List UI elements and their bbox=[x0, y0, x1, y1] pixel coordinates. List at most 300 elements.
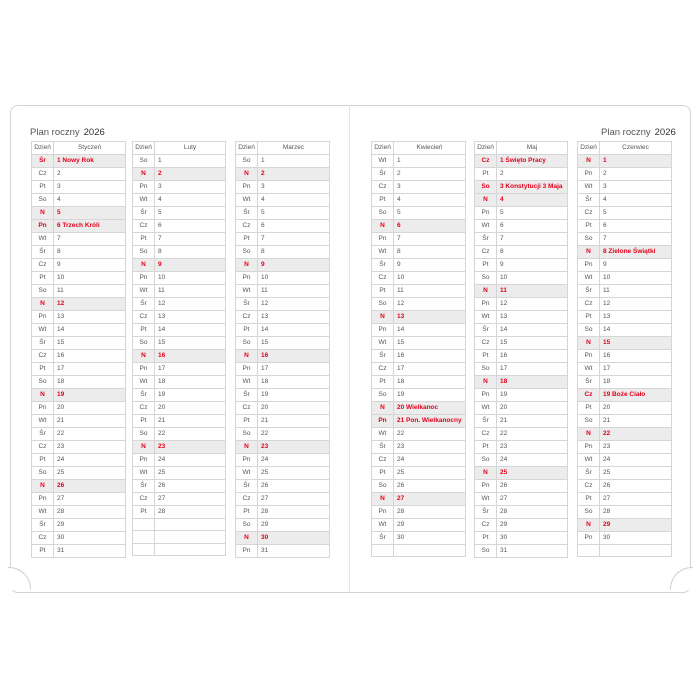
date-cell[interactable]: 5 bbox=[54, 207, 126, 220]
date-cell[interactable]: 6 bbox=[394, 220, 466, 233]
day-row[interactable] bbox=[133, 441, 226, 454]
date-cell[interactable]: 12 bbox=[600, 298, 672, 311]
date-cell[interactable]: 21 bbox=[155, 415, 226, 428]
day-row[interactable] bbox=[32, 506, 126, 519]
date-cell[interactable]: 1 bbox=[155, 155, 226, 168]
day-row[interactable] bbox=[372, 493, 466, 506]
day-row[interactable] bbox=[475, 454, 568, 467]
date-cell[interactable]: 5 bbox=[155, 207, 226, 220]
date-cell[interactable]: 13 bbox=[54, 311, 126, 324]
day-row[interactable] bbox=[133, 350, 226, 363]
day-row[interactable] bbox=[475, 324, 568, 337]
date-cell[interactable]: 27 bbox=[258, 493, 330, 506]
day-row[interactable] bbox=[578, 220, 672, 233]
date-cell[interactable]: 8 bbox=[155, 246, 226, 259]
date-cell[interactable]: 23 bbox=[54, 441, 126, 454]
date-cell[interactable]: 14 bbox=[600, 324, 672, 337]
date-cell[interactable]: 18 bbox=[155, 376, 226, 389]
date-cell[interactable]: 11 bbox=[600, 285, 672, 298]
day-row[interactable] bbox=[475, 233, 568, 246]
day-row[interactable] bbox=[578, 350, 672, 363]
day-row[interactable] bbox=[578, 402, 672, 415]
day-row[interactable] bbox=[578, 246, 672, 259]
day-row[interactable] bbox=[133, 233, 226, 246]
date-cell[interactable]: 3 bbox=[600, 181, 672, 194]
date-cell[interactable] bbox=[155, 519, 226, 531]
date-cell[interactable]: 6 bbox=[258, 220, 330, 233]
date-cell[interactable]: 24 bbox=[54, 454, 126, 467]
date-cell[interactable]: 2 bbox=[497, 168, 568, 181]
date-cell[interactable]: 28 bbox=[155, 506, 226, 519]
day-row[interactable] bbox=[236, 194, 330, 207]
date-cell[interactable]: 2 bbox=[394, 168, 466, 181]
date-cell[interactable]: 12 bbox=[155, 298, 226, 311]
day-row[interactable] bbox=[236, 415, 330, 428]
date-cell[interactable]: 2 bbox=[54, 168, 126, 181]
date-cell[interactable]: 22 bbox=[258, 428, 330, 441]
date-cell[interactable]: 30 bbox=[497, 532, 568, 545]
date-cell[interactable]: 9 bbox=[155, 259, 226, 272]
date-cell[interactable]: 10 bbox=[258, 272, 330, 285]
day-row[interactable] bbox=[32, 168, 126, 181]
date-cell[interactable]: 3 bbox=[394, 181, 466, 194]
date-cell[interactable]: 4 bbox=[155, 194, 226, 207]
date-cell[interactable]: 22 bbox=[497, 428, 568, 441]
day-row[interactable] bbox=[372, 337, 466, 350]
day-row[interactable] bbox=[133, 181, 226, 194]
date-cell[interactable]: 18 bbox=[497, 376, 568, 389]
day-row[interactable] bbox=[372, 454, 466, 467]
date-cell[interactable]: 3 bbox=[155, 181, 226, 194]
day-row[interactable] bbox=[133, 311, 226, 324]
date-cell[interactable]: 18 bbox=[394, 376, 466, 389]
day-row[interactable] bbox=[133, 298, 226, 311]
day-row[interactable] bbox=[236, 259, 330, 272]
day-row[interactable] bbox=[133, 194, 226, 207]
date-cell[interactable]: 2 bbox=[258, 168, 330, 181]
day-row[interactable] bbox=[578, 233, 672, 246]
date-cell[interactable]: 14 bbox=[258, 324, 330, 337]
day-row[interactable] bbox=[32, 233, 126, 246]
day-row[interactable] bbox=[236, 285, 330, 298]
date-cell[interactable]: 4 bbox=[258, 194, 330, 207]
date-cell[interactable]: 9 bbox=[600, 259, 672, 272]
day-row[interactable] bbox=[133, 363, 226, 376]
day-row[interactable] bbox=[236, 389, 330, 402]
day-row[interactable] bbox=[32, 285, 126, 298]
day-row[interactable] bbox=[475, 363, 568, 376]
day-row[interactable] bbox=[372, 376, 466, 389]
date-cell[interactable]: 10 bbox=[600, 272, 672, 285]
date-cell[interactable]: 3 bbox=[258, 181, 330, 194]
day-row[interactable] bbox=[372, 298, 466, 311]
date-cell[interactable]: 22 bbox=[600, 428, 672, 441]
day-row[interactable] bbox=[475, 467, 568, 480]
day-row[interactable] bbox=[133, 428, 226, 441]
date-cell[interactable]: 14 bbox=[497, 324, 568, 337]
date-cell[interactable]: 10 bbox=[54, 272, 126, 285]
date-cell[interactable]: 19 bbox=[258, 389, 330, 402]
day-row[interactable] bbox=[578, 480, 672, 493]
day-row[interactable] bbox=[32, 363, 126, 376]
day-row[interactable] bbox=[236, 428, 330, 441]
day-row[interactable] bbox=[372, 285, 466, 298]
date-cell[interactable]: 15 bbox=[155, 337, 226, 350]
date-cell[interactable]: 20 bbox=[258, 402, 330, 415]
day-row[interactable] bbox=[578, 376, 672, 389]
date-cell[interactable]: 27 bbox=[600, 493, 672, 506]
day-row[interactable] bbox=[372, 428, 466, 441]
day-row[interactable] bbox=[578, 311, 672, 324]
day-row[interactable] bbox=[32, 415, 126, 428]
day-row[interactable] bbox=[236, 311, 330, 324]
day-row[interactable] bbox=[475, 376, 568, 389]
date-cell[interactable]: 14 bbox=[394, 324, 466, 337]
date-cell[interactable] bbox=[394, 545, 466, 557]
day-row[interactable] bbox=[133, 402, 226, 415]
day-row[interactable] bbox=[133, 337, 226, 350]
date-cell[interactable]: 19 Boże Ciało bbox=[600, 389, 672, 402]
date-cell[interactable]: 12 bbox=[258, 298, 330, 311]
date-cell[interactable]: 15 bbox=[394, 337, 466, 350]
date-cell[interactable]: 31 bbox=[258, 545, 330, 558]
day-row[interactable] bbox=[372, 415, 466, 428]
day-row[interactable] bbox=[475, 181, 568, 194]
day-row[interactable] bbox=[32, 402, 126, 415]
date-cell[interactable]: 7 bbox=[497, 233, 568, 246]
day-row[interactable] bbox=[133, 285, 226, 298]
date-cell[interactable]: 5 bbox=[258, 207, 330, 220]
date-cell[interactable]: 4 bbox=[54, 194, 126, 207]
day-row[interactable] bbox=[32, 194, 126, 207]
date-cell[interactable]: 17 bbox=[394, 363, 466, 376]
date-cell[interactable]: 8 bbox=[497, 246, 568, 259]
day-row[interactable] bbox=[133, 506, 226, 519]
day-row[interactable] bbox=[372, 350, 466, 363]
date-cell[interactable]: 11 bbox=[54, 285, 126, 298]
day-row[interactable] bbox=[32, 441, 126, 454]
day-row[interactable] bbox=[475, 220, 568, 233]
date-cell[interactable]: 7 bbox=[258, 233, 330, 246]
date-cell[interactable]: 5 bbox=[394, 207, 466, 220]
day-row[interactable] bbox=[475, 259, 568, 272]
date-cell[interactable]: 8 bbox=[54, 246, 126, 259]
day-row[interactable] bbox=[372, 480, 466, 493]
date-cell[interactable]: 28 bbox=[600, 506, 672, 519]
day-row[interactable] bbox=[372, 389, 466, 402]
date-cell[interactable]: 26 bbox=[54, 480, 126, 493]
day-row[interactable] bbox=[475, 246, 568, 259]
day-row[interactable] bbox=[133, 467, 226, 480]
date-cell[interactable]: 15 bbox=[54, 337, 126, 350]
date-cell[interactable]: 16 bbox=[258, 350, 330, 363]
day-row[interactable] bbox=[475, 337, 568, 350]
day-row[interactable] bbox=[475, 298, 568, 311]
day-row[interactable] bbox=[372, 311, 466, 324]
day-row[interactable] bbox=[133, 519, 226, 531]
date-cell[interactable]: 9 bbox=[497, 259, 568, 272]
date-cell[interactable]: 20 Wielkanoc bbox=[394, 402, 466, 415]
day-row[interactable] bbox=[372, 506, 466, 519]
date-cell[interactable]: 29 bbox=[394, 519, 466, 532]
day-row[interactable] bbox=[32, 454, 126, 467]
day-row[interactable] bbox=[32, 220, 126, 233]
date-cell[interactable]: 15 bbox=[497, 337, 568, 350]
day-row[interactable] bbox=[32, 545, 126, 558]
date-cell[interactable]: 5 bbox=[497, 207, 568, 220]
day-row[interactable] bbox=[372, 519, 466, 532]
day-row[interactable] bbox=[133, 389, 226, 402]
day-row[interactable] bbox=[372, 194, 466, 207]
day-row[interactable] bbox=[236, 337, 330, 350]
date-cell[interactable]: 30 bbox=[258, 532, 330, 545]
date-cell[interactable]: 27 bbox=[155, 493, 226, 506]
day-row[interactable] bbox=[236, 246, 330, 259]
day-row[interactable] bbox=[133, 259, 226, 272]
date-cell[interactable]: 20 bbox=[497, 402, 568, 415]
date-cell[interactable]: 21 bbox=[600, 415, 672, 428]
date-cell[interactable]: 18 bbox=[258, 376, 330, 389]
day-row[interactable] bbox=[236, 155, 330, 168]
date-cell[interactable]: 15 bbox=[600, 337, 672, 350]
date-cell[interactable]: 7 bbox=[600, 233, 672, 246]
day-row[interactable] bbox=[578, 415, 672, 428]
day-row[interactable] bbox=[475, 480, 568, 493]
day-row[interactable] bbox=[475, 506, 568, 519]
date-cell[interactable]: 12 bbox=[497, 298, 568, 311]
day-row[interactable] bbox=[372, 207, 466, 220]
day-row[interactable] bbox=[236, 233, 330, 246]
day-row[interactable] bbox=[236, 324, 330, 337]
day-row[interactable] bbox=[236, 168, 330, 181]
date-cell[interactable]: 19 bbox=[155, 389, 226, 402]
date-cell[interactable]: 24 bbox=[258, 454, 330, 467]
day-row[interactable] bbox=[236, 298, 330, 311]
day-row[interactable] bbox=[133, 324, 226, 337]
date-cell[interactable]: 4 bbox=[497, 194, 568, 207]
date-cell[interactable] bbox=[155, 531, 226, 543]
date-cell[interactable]: 7 bbox=[155, 233, 226, 246]
day-row[interactable] bbox=[133, 531, 226, 543]
day-row[interactable] bbox=[578, 168, 672, 181]
day-row[interactable] bbox=[475, 441, 568, 454]
day-row[interactable] bbox=[236, 480, 330, 493]
day-row[interactable] bbox=[475, 350, 568, 363]
date-cell[interactable]: 6 bbox=[155, 220, 226, 233]
date-cell[interactable]: 29 bbox=[600, 519, 672, 532]
day-row[interactable] bbox=[578, 493, 672, 506]
date-cell[interactable]: 17 bbox=[155, 363, 226, 376]
day-row[interactable] bbox=[372, 441, 466, 454]
date-cell[interactable]: 19 bbox=[394, 389, 466, 402]
day-row[interactable] bbox=[372, 259, 466, 272]
date-cell[interactable]: 2 bbox=[600, 168, 672, 181]
day-row[interactable] bbox=[372, 532, 466, 545]
date-cell[interactable]: 1 bbox=[394, 155, 466, 168]
date-cell[interactable]: 23 bbox=[258, 441, 330, 454]
date-cell[interactable]: 31 bbox=[497, 545, 568, 558]
day-row[interactable] bbox=[32, 298, 126, 311]
date-cell[interactable]: 28 bbox=[394, 506, 466, 519]
day-row[interactable] bbox=[32, 480, 126, 493]
date-cell[interactable]: 25 bbox=[54, 467, 126, 480]
day-row[interactable] bbox=[236, 441, 330, 454]
date-cell[interactable]: 18 bbox=[600, 376, 672, 389]
day-row[interactable] bbox=[133, 543, 226, 555]
day-row[interactable] bbox=[475, 428, 568, 441]
date-cell[interactable]: 2 bbox=[155, 168, 226, 181]
day-row[interactable] bbox=[372, 220, 466, 233]
day-row[interactable] bbox=[578, 363, 672, 376]
day-row[interactable] bbox=[578, 428, 672, 441]
date-cell[interactable]: 22 bbox=[155, 428, 226, 441]
day-row[interactable] bbox=[32, 155, 126, 168]
date-cell[interactable]: 25 bbox=[155, 467, 226, 480]
day-row[interactable] bbox=[475, 402, 568, 415]
day-row[interactable] bbox=[32, 311, 126, 324]
date-cell[interactable]: 8 bbox=[394, 246, 466, 259]
day-row[interactable] bbox=[578, 441, 672, 454]
day-row[interactable] bbox=[578, 532, 672, 545]
day-row[interactable] bbox=[32, 376, 126, 389]
date-cell[interactable]: 26 bbox=[394, 480, 466, 493]
day-row[interactable] bbox=[578, 519, 672, 532]
day-row[interactable] bbox=[32, 389, 126, 402]
day-row[interactable] bbox=[578, 155, 672, 168]
date-cell[interactable]: 28 bbox=[497, 506, 568, 519]
day-row[interactable] bbox=[32, 493, 126, 506]
date-cell[interactable] bbox=[600, 545, 672, 557]
date-cell[interactable]: 24 bbox=[155, 454, 226, 467]
date-cell[interactable]: 4 bbox=[394, 194, 466, 207]
date-cell[interactable]: 3 Konstytucji 3 Maja bbox=[497, 181, 568, 194]
date-cell[interactable]: 30 bbox=[600, 532, 672, 545]
day-row[interactable] bbox=[475, 285, 568, 298]
date-cell[interactable]: 1 Nowy Rok bbox=[54, 155, 126, 168]
date-cell[interactable]: 21 Pon. Wielkanocny bbox=[394, 415, 466, 428]
day-row[interactable] bbox=[372, 168, 466, 181]
date-cell[interactable]: 9 bbox=[258, 259, 330, 272]
day-row[interactable] bbox=[32, 246, 126, 259]
date-cell[interactable]: 6 bbox=[600, 220, 672, 233]
date-cell[interactable]: 30 bbox=[394, 532, 466, 545]
day-row[interactable] bbox=[32, 207, 126, 220]
date-cell[interactable]: 26 bbox=[497, 480, 568, 493]
date-cell[interactable]: 8 Zielone Świątki bbox=[600, 246, 672, 259]
day-row[interactable] bbox=[236, 519, 330, 532]
day-row[interactable] bbox=[475, 415, 568, 428]
day-row[interactable] bbox=[236, 220, 330, 233]
day-row[interactable] bbox=[372, 246, 466, 259]
day-row[interactable] bbox=[372, 272, 466, 285]
day-row[interactable] bbox=[133, 220, 226, 233]
day-row[interactable] bbox=[236, 506, 330, 519]
day-row[interactable] bbox=[578, 272, 672, 285]
date-cell[interactable]: 4 bbox=[600, 194, 672, 207]
day-row[interactable] bbox=[32, 532, 126, 545]
day-row[interactable] bbox=[32, 259, 126, 272]
date-cell[interactable]: 15 bbox=[258, 337, 330, 350]
day-row[interactable] bbox=[236, 402, 330, 415]
day-row[interactable] bbox=[372, 545, 466, 557]
day-row[interactable] bbox=[475, 168, 568, 181]
date-cell[interactable]: 18 bbox=[54, 376, 126, 389]
date-cell[interactable]: 13 bbox=[600, 311, 672, 324]
day-row[interactable] bbox=[236, 467, 330, 480]
day-row[interactable] bbox=[372, 467, 466, 480]
day-row[interactable] bbox=[236, 272, 330, 285]
day-row[interactable] bbox=[475, 532, 568, 545]
date-cell[interactable]: 25 bbox=[394, 467, 466, 480]
date-cell[interactable]: 11 bbox=[394, 285, 466, 298]
day-row[interactable] bbox=[32, 324, 126, 337]
date-cell[interactable]: 1 Święto Pracy bbox=[497, 155, 568, 168]
date-cell[interactable]: 29 bbox=[258, 519, 330, 532]
day-row[interactable] bbox=[372, 181, 466, 194]
day-row[interactable] bbox=[133, 376, 226, 389]
day-row[interactable] bbox=[133, 415, 226, 428]
day-row[interactable] bbox=[372, 324, 466, 337]
date-cell[interactable]: 26 bbox=[600, 480, 672, 493]
day-row[interactable] bbox=[133, 454, 226, 467]
date-cell[interactable]: 16 bbox=[600, 350, 672, 363]
date-cell[interactable]: 13 bbox=[258, 311, 330, 324]
day-row[interactable] bbox=[475, 194, 568, 207]
day-row[interactable] bbox=[475, 545, 568, 558]
day-row[interactable] bbox=[32, 272, 126, 285]
date-cell[interactable]: 21 bbox=[54, 415, 126, 428]
day-row[interactable] bbox=[578, 454, 672, 467]
date-cell[interactable]: 20 bbox=[600, 402, 672, 415]
day-row[interactable] bbox=[133, 168, 226, 181]
day-row[interactable] bbox=[372, 402, 466, 415]
day-row[interactable] bbox=[32, 519, 126, 532]
date-cell[interactable]: 24 bbox=[600, 454, 672, 467]
day-row[interactable] bbox=[578, 389, 672, 402]
day-row[interactable] bbox=[578, 506, 672, 519]
day-row[interactable] bbox=[32, 350, 126, 363]
date-cell[interactable]: 13 bbox=[155, 311, 226, 324]
date-cell[interactable]: 16 bbox=[54, 350, 126, 363]
day-row[interactable] bbox=[236, 493, 330, 506]
date-cell[interactable]: 8 bbox=[258, 246, 330, 259]
date-cell[interactable]: 23 bbox=[497, 441, 568, 454]
day-row[interactable] bbox=[475, 272, 568, 285]
day-row[interactable] bbox=[372, 363, 466, 376]
date-cell[interactable]: 7 bbox=[54, 233, 126, 246]
date-cell[interactable]: 30 bbox=[54, 532, 126, 545]
date-cell[interactable]: 13 bbox=[394, 311, 466, 324]
day-row[interactable] bbox=[475, 311, 568, 324]
date-cell[interactable]: 13 bbox=[497, 311, 568, 324]
day-row[interactable] bbox=[475, 207, 568, 220]
day-row[interactable] bbox=[32, 337, 126, 350]
day-row[interactable] bbox=[236, 181, 330, 194]
date-cell[interactable]: 6 bbox=[497, 220, 568, 233]
date-cell[interactable]: 14 bbox=[54, 324, 126, 337]
date-cell[interactable]: 29 bbox=[54, 519, 126, 532]
day-row[interactable] bbox=[133, 480, 226, 493]
date-cell[interactable]: 23 bbox=[155, 441, 226, 454]
date-cell[interactable]: 11 bbox=[155, 285, 226, 298]
date-cell[interactable]: 12 bbox=[54, 298, 126, 311]
date-cell[interactable]: 10 bbox=[394, 272, 466, 285]
day-row[interactable] bbox=[475, 389, 568, 402]
day-row[interactable] bbox=[32, 181, 126, 194]
day-row[interactable] bbox=[236, 207, 330, 220]
date-cell[interactable]: 23 bbox=[600, 441, 672, 454]
date-cell[interactable]: 27 bbox=[497, 493, 568, 506]
